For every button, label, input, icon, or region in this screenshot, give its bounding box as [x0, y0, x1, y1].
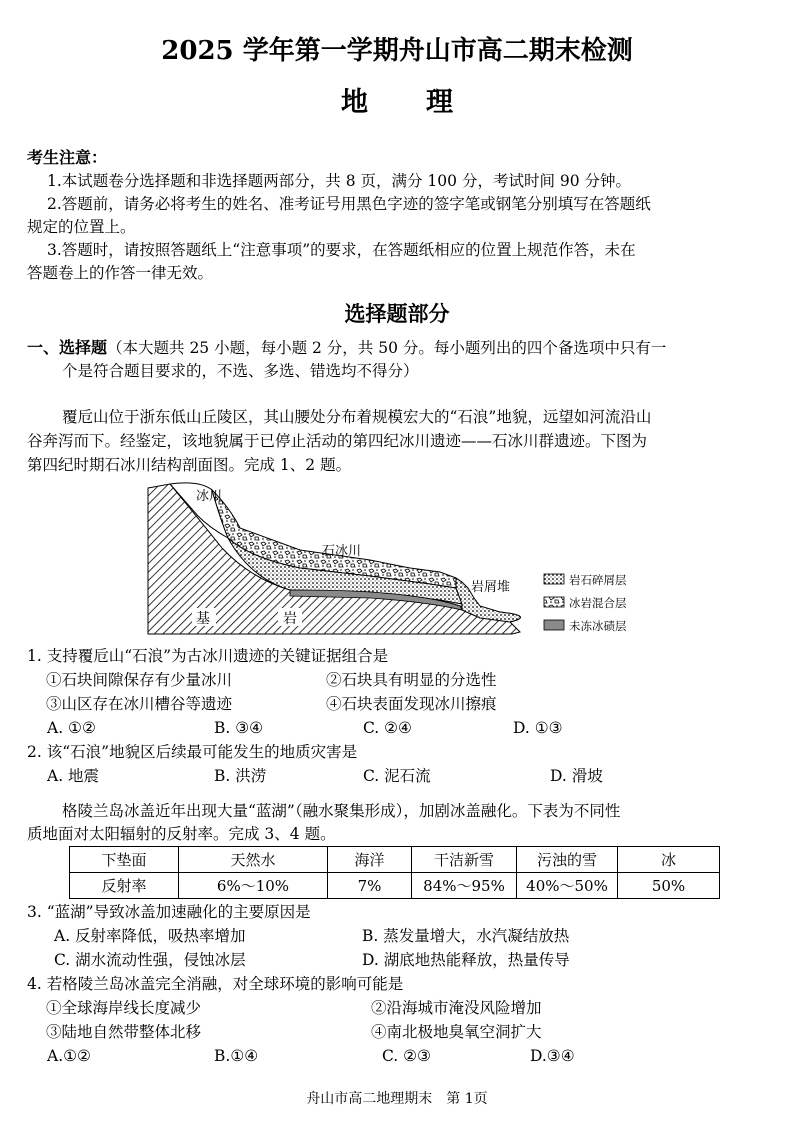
q4-statement-1: ①全球海岸线长度减少	[46, 999, 202, 1017]
part1-label: 一、选择题	[27, 338, 108, 357]
notice-item-2-line-2: 规定的位置上。	[27, 218, 136, 236]
table-header-cell: 冰	[618, 847, 720, 873]
q1-statement-1: ①石块间隙保存有少量冰川	[46, 671, 233, 689]
q1-statement-3: ③山区存在冰川槽谷等遗迹	[46, 695, 233, 713]
legend-swatch-debris	[544, 574, 564, 584]
passage2-line-1: 格陵兰岛冰盖近年出现大量“蓝湖”（融水聚集形成），加剧冰盖融化。下表为不同性	[62, 802, 621, 820]
q1-statement-2: ②石块具有明显的分选性	[326, 671, 497, 689]
label-bedrock-1: 基	[196, 611, 210, 627]
table-header-cell: 干洁新雪	[412, 847, 517, 873]
passage1-line-1: 覆卮山位于浙东低山丘陵区，其山腰处分布着规模宏大的“石浪”地貌，远望如河流沿山	[62, 408, 652, 426]
q3-stem: 3. “蓝湖”导致冰盖加速融化的主要原因是	[27, 903, 311, 921]
q1-option-c: C. ②④	[363, 719, 412, 737]
subject-title: 地理	[341, 87, 511, 118]
table-cell: 6%～10%	[179, 873, 328, 899]
legend-label-moraine: 未冻冰碛层	[569, 619, 627, 633]
table-header-cell: 下垫面	[70, 847, 179, 873]
q1-option-b: B. ③④	[214, 719, 264, 737]
table-header-row	[70, 847, 720, 873]
page-footer: 舟山市高二地理期末 第 1页	[306, 1091, 488, 1107]
table-row	[70, 873, 720, 899]
q4-option-d: D.③④	[530, 1047, 575, 1065]
q4-option-a: A.①②	[47, 1047, 91, 1065]
q2-option-a: A. 地震	[47, 767, 100, 785]
q1-statement-4: ④石块表面发现冰川擦痕	[326, 695, 497, 713]
q2-option-c: C. 泥石流	[363, 767, 431, 785]
notice-heading: 考生注意：	[27, 148, 108, 167]
legend-label-debris: 岩石碎屑层	[569, 573, 627, 587]
label-talus: 岩屑堆	[471, 580, 511, 595]
q3-option-c: C. 湖水流动性强，侵蚀冰层	[54, 951, 246, 969]
table-header-cell: 海洋	[328, 847, 412, 873]
part1-desc-line-1: （本大题共 25 小题，每小题 2 分，共 50 分。每小题列出的四个备选项中只有一	[107, 339, 667, 357]
q3-option-b: B. 蒸发量增大，水汽凝结放热	[362, 927, 570, 945]
q2-option-b: B. 洪涝	[214, 767, 267, 785]
q4-statement-2: ②沿海城市淹没风险增加	[371, 999, 542, 1017]
q4-statement-4: ④南北极地臭氧空洞扩大	[371, 1023, 542, 1041]
q3-option-a: A. 反射率降低，吸热率增加	[54, 927, 246, 945]
table-header-cell: 天然水	[179, 847, 328, 873]
q4-stem: 4. 若格陵兰岛冰盖完全消融，对全球环境的影响可能是	[27, 975, 404, 993]
q4-statement-3: ③陆地自然带整体北移	[46, 1023, 202, 1041]
reflectance-table	[69, 846, 720, 899]
q2-stem: 2. 该“石浪”地貌区后续最可能发生的地质灾害是	[27, 743, 358, 761]
exam-title: 2025 学年第一学期舟山市高二期末检测	[161, 36, 633, 66]
legend-swatch-mix	[544, 597, 564, 607]
legend-swatch-moraine	[544, 620, 564, 630]
label-glacier: 冰川	[196, 489, 223, 504]
notice-item-1: 1.本试题卷分选择题和非选择题两部分，共 8 页，满分 100 分，考试时间 90 分钟。	[47, 172, 632, 190]
table-cell: 84%～95%	[412, 873, 517, 899]
table-cell: 50%	[618, 873, 720, 899]
notice-item-3-line-2: 答题卷上的作答一律无效。	[27, 264, 214, 282]
section-title: 选择题部分	[344, 301, 450, 326]
q1-option-a: A. ①②	[47, 719, 96, 737]
table-cell: 反射率	[70, 873, 179, 899]
part1-desc-line-2: 个是符合题目要求的，不选、多选、错选均不得分）	[62, 362, 419, 380]
q1-stem: 1. 支持覆卮山“石浪”为古冰川遗迹的关键证据组合是	[27, 647, 389, 665]
passage2-line-2: 质地面对太阳辐射的反射率。完成 3、4 题。	[27, 825, 336, 843]
q3-option-d: D. 湖底地热能释放，热量传导	[362, 951, 570, 969]
q4-option-b: B.①④	[214, 1047, 259, 1065]
table-cell: 7%	[328, 873, 412, 899]
table-cell: 40%～50%	[517, 873, 618, 899]
label-rock-glacier: 石冰川	[322, 544, 362, 559]
label-bedrock-2: 岩	[283, 611, 297, 627]
q1-option-d: D. ①③	[513, 719, 563, 737]
q4-option-c: C. ②③	[382, 1047, 431, 1065]
part1-heading	[27, 337, 666, 359]
notice-item-2-line-1: 2.答题前，请务必将考生的姓名、准考证号用黑色字迹的签字笔或钢笔分别填写在答题纸	[47, 195, 651, 213]
passage1-line-3: 第四纪时期石冰川结构剖面图。完成 1、2 题。	[27, 456, 352, 474]
passage1-line-2: 谷奔泻而下。经鉴定，该地貌属于已停止活动的第四纪冰川遗迹——石冰川群遗迹。下图为	[27, 432, 648, 450]
rock-glacier-profile-figure	[140, 478, 660, 642]
legend-label-mix: 冰岩混合层	[569, 596, 627, 610]
q2-option-d: D. 滑坡	[550, 767, 603, 785]
table-header-cell: 污浊的雪	[517, 847, 618, 873]
notice-item-3-line-1: 3.答题时，请按照答题纸上“注意事项”的要求，在答题纸相应的位置上规范作答，未在	[47, 241, 636, 259]
